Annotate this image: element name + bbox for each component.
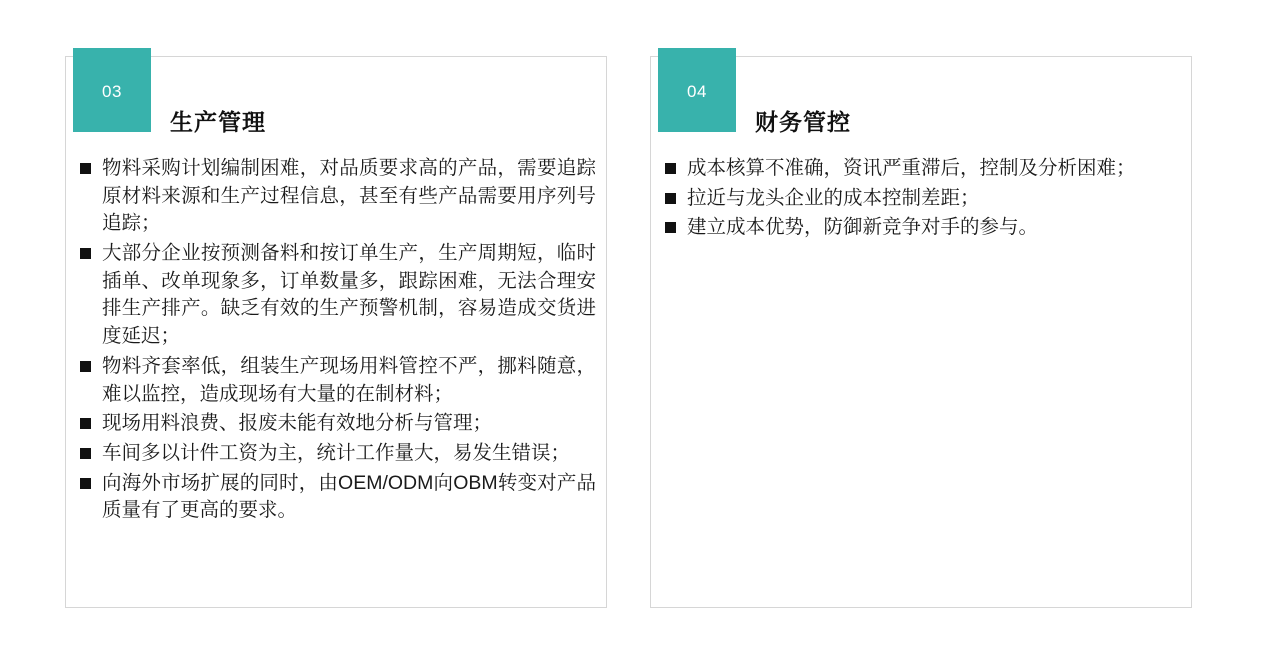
panel-header [66,57,606,149]
list-item-text: 现场用料浪费、报废未能有效地分析与管理； [102,412,493,435]
panel-financial-control [650,56,1192,608]
panel-number-badge [658,48,736,132]
list-item-text: 物料采购计划编制困难，对品质要求高的产品，需要追踪原材料来源和生产过程信息，甚至有些产品需要用序列号追踪； [102,157,596,235]
list-item [80,240,596,351]
square-bullet-icon [80,361,91,372]
list-item [80,410,596,438]
list-item-text: 车间多以计件工资为主，统计工作量大，易发生错误； [102,441,571,464]
panel-header [651,57,1191,149]
square-bullet-icon [665,163,676,174]
list-item-text: 成本核算不准确，资讯严重滞后，控制及分析困难； [687,157,1136,179]
list-item-text: 建立成本优势，防御新竞争对手的参与。 [687,216,1039,239]
panel-number-badge [73,48,151,132]
list-item-text: 大部分企业按预测备料和按订单生产，生产周期短，临时插单、改单现象多，订单数量多，跟踪困难，无法合理安排生产排产。缺乏有效的生产预警机制，容易造成交货进度延迟； [102,242,596,348]
list-item [665,155,1181,183]
square-bullet-icon [80,478,91,489]
list-item [80,440,596,468]
square-bullet-icon [80,248,91,259]
list-item [80,353,596,408]
panel-body [66,149,606,525]
panel-body [651,149,1191,242]
bullet-list [66,155,606,525]
square-bullet-icon [80,418,91,429]
list-item [665,214,1181,242]
list-item [80,470,596,525]
panel-title: 财务管控 [755,109,851,135]
list-item-text: 物料齐套率低，组装生产现场用料管控不严，挪料随意，难以监控，造成现场有大量的在制材料； [102,354,596,405]
list-item-text: 向海外市场扩展的同时，由OEM/ODM向OBM转变对产品质量有了更高的要求。 [102,471,596,522]
panel-production-management [65,56,607,608]
square-bullet-icon [80,448,91,459]
list-item [665,185,1181,213]
list-item-text: 拉近与龙头企业的成本控制差距； [687,186,980,209]
square-bullet-icon [665,193,676,204]
panel-number: 04 [687,82,707,101]
bullet-list [651,155,1191,242]
square-bullet-icon [80,163,91,174]
panel-title: 生产管理 [170,109,266,135]
square-bullet-icon [665,222,676,233]
panel-number: 03 [102,82,122,101]
list-item [80,155,596,238]
